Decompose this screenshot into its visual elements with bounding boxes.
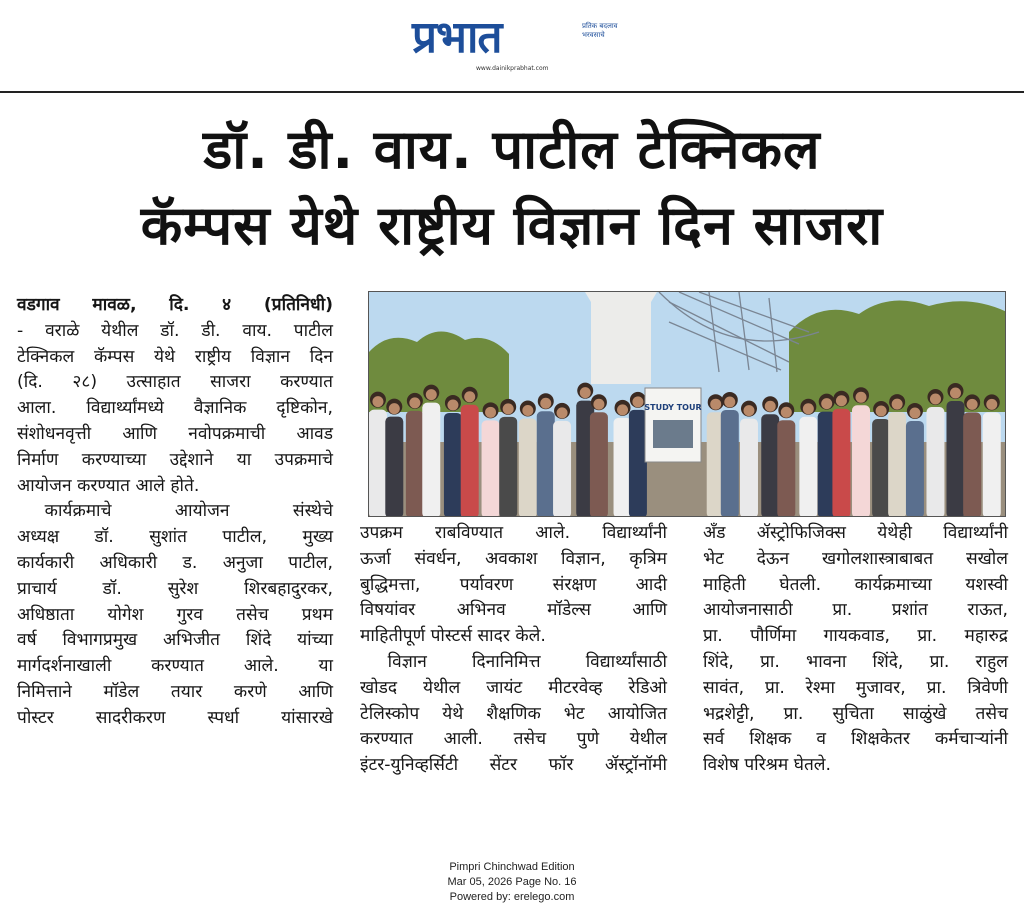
article-line: बुद्धिमत्ता, पर्यावरण संरक्षण आदी — [360, 574, 667, 595]
article-line: वर्ष विभागप्रमुख अभिजीत शिंदे यांच्या — [17, 630, 333, 651]
article-column-3 — [703, 521, 1008, 779]
article-line: टेक्निकल कॅम्पस येथे राष्ट्रीय विज्ञान दिन — [17, 346, 333, 367]
article-photo — [368, 291, 1006, 517]
masthead-divider — [0, 91, 1024, 93]
article-line: सावंत, प्रा. रेश्मा मुजावर, प्रा. त्रिवेणी — [703, 677, 1008, 698]
newspaper-logo: प्रभात — [412, 12, 502, 63]
article-line: विषयांवर अभिनव मॉडेल्स आणि — [360, 600, 667, 621]
article-line: प्राचार्य डॉ. सुरेश शिरबहादुरकर, — [17, 578, 333, 599]
logo-tagline: प्रतिक बदलाव भरवसाचे — [582, 22, 618, 39]
article-dateline: वडगाव मावळ, दि. ४ (प्रतिनिधी) — [17, 295, 333, 315]
logo-url: www.dainikprabhat.com — [476, 65, 549, 72]
article-line: कार्यकारी अधिकारी ड. अनुजा पाटील, — [17, 552, 333, 573]
article-line: इंटर-युनिव्हर्सिटी सेंटर फॉर ॲस्ट्रॉनॉमी — [360, 755, 667, 776]
person-silhouette — [852, 387, 870, 517]
article-line: ऊर्जा संवर्धन, अवकाश विज्ञान, कृत्रिम — [360, 548, 667, 569]
footer-powered-by: Powered by: erelego.com — [449, 891, 575, 903]
person-silhouette — [946, 383, 964, 517]
article-line: सर्व शिक्षक व शिक्षकेतर कर्मचाऱ्यांनी — [703, 729, 1008, 750]
page-footer — [0, 860, 1024, 905]
article-line: (दि. २८) उत्साहात साजरा करण्यात — [17, 372, 333, 393]
telescope-tower — [591, 292, 651, 384]
article-line: पोस्टर सादरीकरण स्पर्धा यांसारखे — [17, 707, 333, 728]
article-line: माहिती घेतली. कार्यक्रमाच्या यशस्वी — [703, 574, 1008, 595]
article-line: आयोजनासाठी प्रा. प्रशांत राऊत, — [703, 600, 1008, 621]
masthead — [0, 0, 1024, 90]
headline-line-1: डॉ. डी. वाय. पाटील टेक्निकल — [203, 118, 821, 181]
article-line: विज्ञान दिनानिमित्त विद्यार्थ्यांसाठी — [387, 651, 667, 672]
article-line: मार्गदर्शनाखाली करण्यात आले. या — [17, 656, 333, 677]
article-line: माहितीपूर्ण पोस्टर्स सादर केले. — [360, 626, 546, 647]
student-group-photo — [369, 292, 1006, 517]
banner-text: STUDY TOUR — [644, 403, 702, 412]
person-silhouette — [721, 392, 739, 517]
article-line: करण्यात आली. तसेच पुणे येथील — [360, 729, 667, 750]
article-line: आयोजन करण्यात आले होते. — [17, 475, 200, 496]
article-line: निमित्ताने मॉडेल तयार करणे आणि — [17, 681, 333, 702]
article-line: भद्रशेट्टी, प्रा. सुचिता साळुंखे तसेच — [703, 703, 1008, 724]
article-line: प्रा. पौर्णिमा गायकवाड, प्रा. महारुद्र — [703, 626, 1008, 647]
article-line: संशोधनवृत्ती आणि नवोपक्रमाची आवड — [17, 423, 333, 444]
telescope-tower-top — [585, 292, 657, 302]
article-line: - वराळे येथील डॉ. डी. वाय. पाटील — [17, 320, 333, 341]
article-column-2 — [360, 521, 667, 779]
footer-date-page: Mar 05, 2026 Page No. 16 — [447, 876, 577, 888]
person-silhouette — [832, 391, 850, 517]
article-line: निर्माण करण्याच्या उद्देशाने या उपक्रमाचे — [17, 449, 333, 470]
article-line: अध्यक्ष डॉ. सुशांत पाटील, मुख्य — [17, 527, 333, 548]
article-line: ॲंड ॲस्ट्रोफिजिक्स येथेही विद्यार्थ्यांनी — [703, 523, 1008, 543]
person-silhouette — [406, 393, 424, 517]
person-silhouette — [461, 387, 479, 517]
article-column-1 — [17, 293, 333, 732]
person-silhouette — [369, 392, 387, 517]
article-line: शिंदे, प्रा. भावना शिंदे, प्रा. राहुल — [703, 651, 1008, 672]
article-line: कार्यक्रमाचे आयोजन संस्थेचे — [44, 501, 333, 522]
footer-edition: Pimpri Chinchwad Edition — [449, 861, 575, 873]
article-line: आला. विद्यार्थ्यांमध्ये वैज्ञानिक दृष्टिकोन, — [17, 398, 333, 419]
article-headline — [0, 112, 1024, 264]
article-line: टेलिस्कोप येथे शैक्षणिक भेट आयोजित — [360, 703, 667, 724]
study-tour-banner — [644, 388, 701, 462]
article-line: अधिष्ठाता योगेश गुरव तसेच प्रथम — [17, 604, 333, 625]
headline-line-2: कॅम्पस येथे राष्ट्रीय विज्ञान दिन साजरा — [140, 194, 884, 257]
person-silhouette — [926, 389, 944, 517]
person-silhouette — [422, 385, 440, 517]
article-line: खोडद येथील जायंट मीटरवेव्ह रेडिओ — [360, 677, 667, 698]
article-line: भेट देऊन खगोलशास्त्राबाबत सखोल — [703, 548, 1008, 569]
article-line: उपक्रम राबविण्यात आले. विद्यार्थ्यांनी — [360, 523, 667, 543]
article-line: विशेष परिश्रम घेतले. — [703, 755, 832, 776]
